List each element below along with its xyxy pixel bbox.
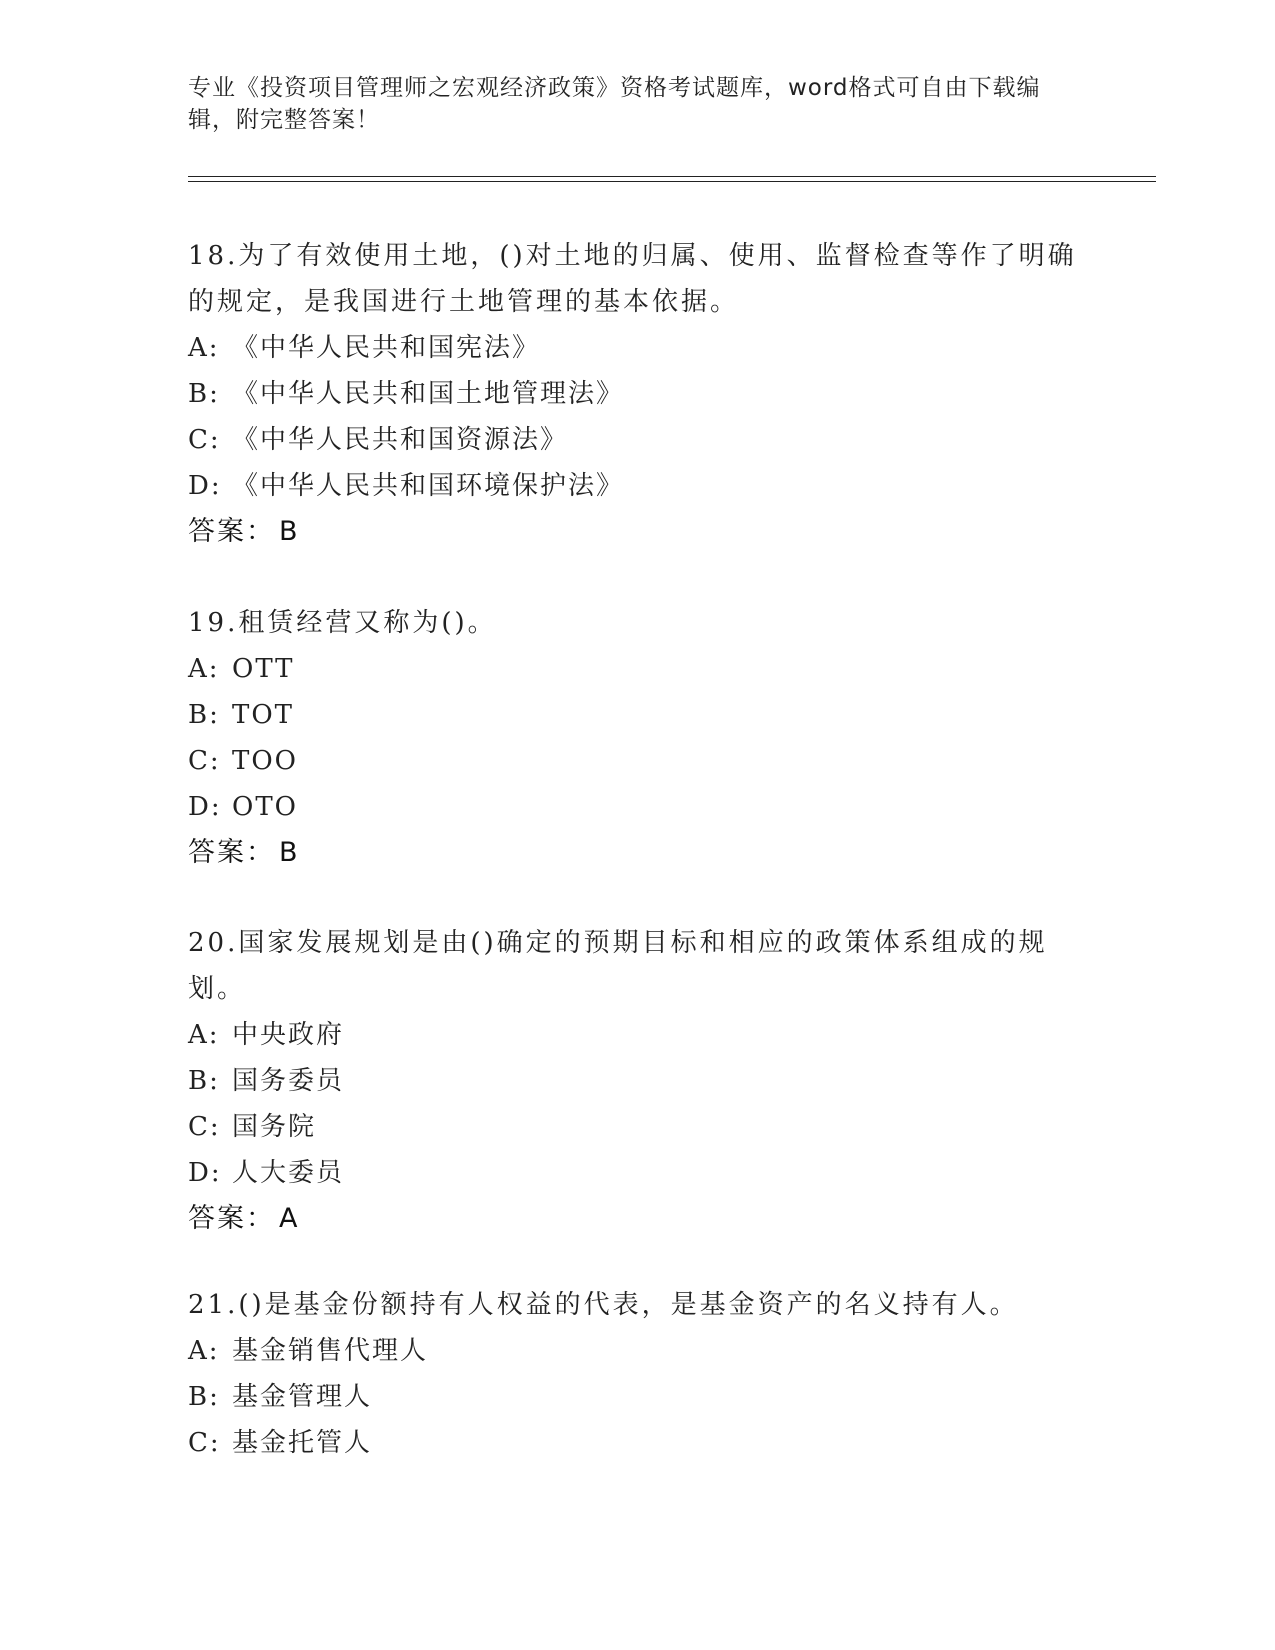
option-c [188, 1104, 1088, 1150]
option-letter: A: [188, 1020, 220, 1050]
option-letter: A: [188, 1336, 220, 1366]
question-19 [188, 600, 1088, 876]
option-text: 国务院 [232, 1112, 317, 1142]
option-text: 《中华人民共和国资源法》 [232, 425, 569, 455]
option-text: 人大委员 [232, 1158, 345, 1188]
option-d [188, 463, 1088, 509]
option-b [188, 692, 1088, 738]
answer-value: A [279, 1203, 300, 1234]
question-text: 国家发展规划是由()确定的预期目标和相应的政策体系组成的规划。 [188, 928, 1048, 1004]
question-21 [188, 1282, 1088, 1466]
answer-line [188, 1196, 1088, 1242]
question-text: 租赁经营又称为()。 [238, 608, 497, 638]
option-text: OTO [232, 792, 298, 822]
option-text: 中央政府 [232, 1020, 345, 1050]
option-text: 《中华人民共和国环境保护法》 [232, 471, 625, 501]
option-b [188, 1374, 1088, 1420]
question-text: 为了有效使用土地，()对土地的归属、使用、监督检查等作了明确的规定，是我国进行土地管理的基本依据。 [188, 241, 1077, 317]
answer-line [188, 509, 1088, 555]
answer-label: 答案： [188, 837, 275, 868]
option-letter: A: [188, 654, 220, 684]
option-a [188, 1012, 1088, 1058]
answer-line [188, 830, 1088, 876]
option-c [188, 1420, 1088, 1466]
option-b [188, 371, 1088, 417]
option-letter: D: [188, 471, 222, 501]
option-text: 《中华人民共和国宪法》 [232, 333, 541, 363]
document-header: 专业《投资项目管理师之宏观经济政策》资格考试题库，word格式可自由下载编辑，附完整答案！ [188, 75, 1041, 133]
option-text: 基金托管人 [232, 1428, 373, 1458]
option-c [188, 417, 1088, 463]
option-letter: C: [188, 1428, 221, 1458]
header-divider-top [188, 176, 1156, 177]
answer-label: 答案： [188, 1203, 275, 1234]
option-text: TOO [232, 746, 298, 776]
option-letter: C: [188, 746, 221, 776]
option-letter: B: [188, 700, 220, 730]
option-text: 基金管理人 [232, 1382, 373, 1412]
option-letter: C: [188, 425, 221, 455]
question-number: 20. [188, 928, 239, 958]
option-text: 国务委员 [232, 1066, 345, 1096]
question-20 [188, 920, 1088, 1242]
option-letter: A: [188, 333, 220, 363]
question-number: 21. [188, 1290, 239, 1320]
question-number: 19. [188, 608, 239, 638]
option-text: TOT [232, 700, 294, 730]
option-letter: D: [188, 792, 222, 822]
option-text: 《中华人民共和国土地管理法》 [232, 379, 625, 409]
option-letter: B: [188, 379, 220, 409]
option-text: 基金销售代理人 [232, 1336, 429, 1366]
question-stem [188, 1282, 1088, 1328]
question-text: ()是基金份额持有人权益的代表，是基金资产的名义持有人。 [238, 1290, 1019, 1320]
answer-value: B [279, 516, 300, 547]
option-a [188, 646, 1088, 692]
question-stem [188, 600, 1088, 646]
option-d [188, 784, 1088, 830]
option-text: OTT [232, 654, 295, 684]
option-b [188, 1058, 1088, 1104]
option-letter: B: [188, 1382, 220, 1412]
option-letter: B: [188, 1066, 220, 1096]
answer-value: B [279, 837, 300, 868]
question-stem [188, 233, 1088, 325]
header-divider-bottom [188, 181, 1156, 182]
option-d [188, 1150, 1088, 1196]
option-letter: C: [188, 1112, 221, 1142]
question-number: 18. [188, 241, 239, 271]
answer-label: 答案： [188, 516, 275, 547]
option-a [188, 325, 1088, 371]
option-c [188, 738, 1088, 784]
option-a [188, 1328, 1088, 1374]
question-stem [188, 920, 1088, 1012]
option-letter: D: [188, 1158, 222, 1188]
question-18 [188, 233, 1088, 555]
